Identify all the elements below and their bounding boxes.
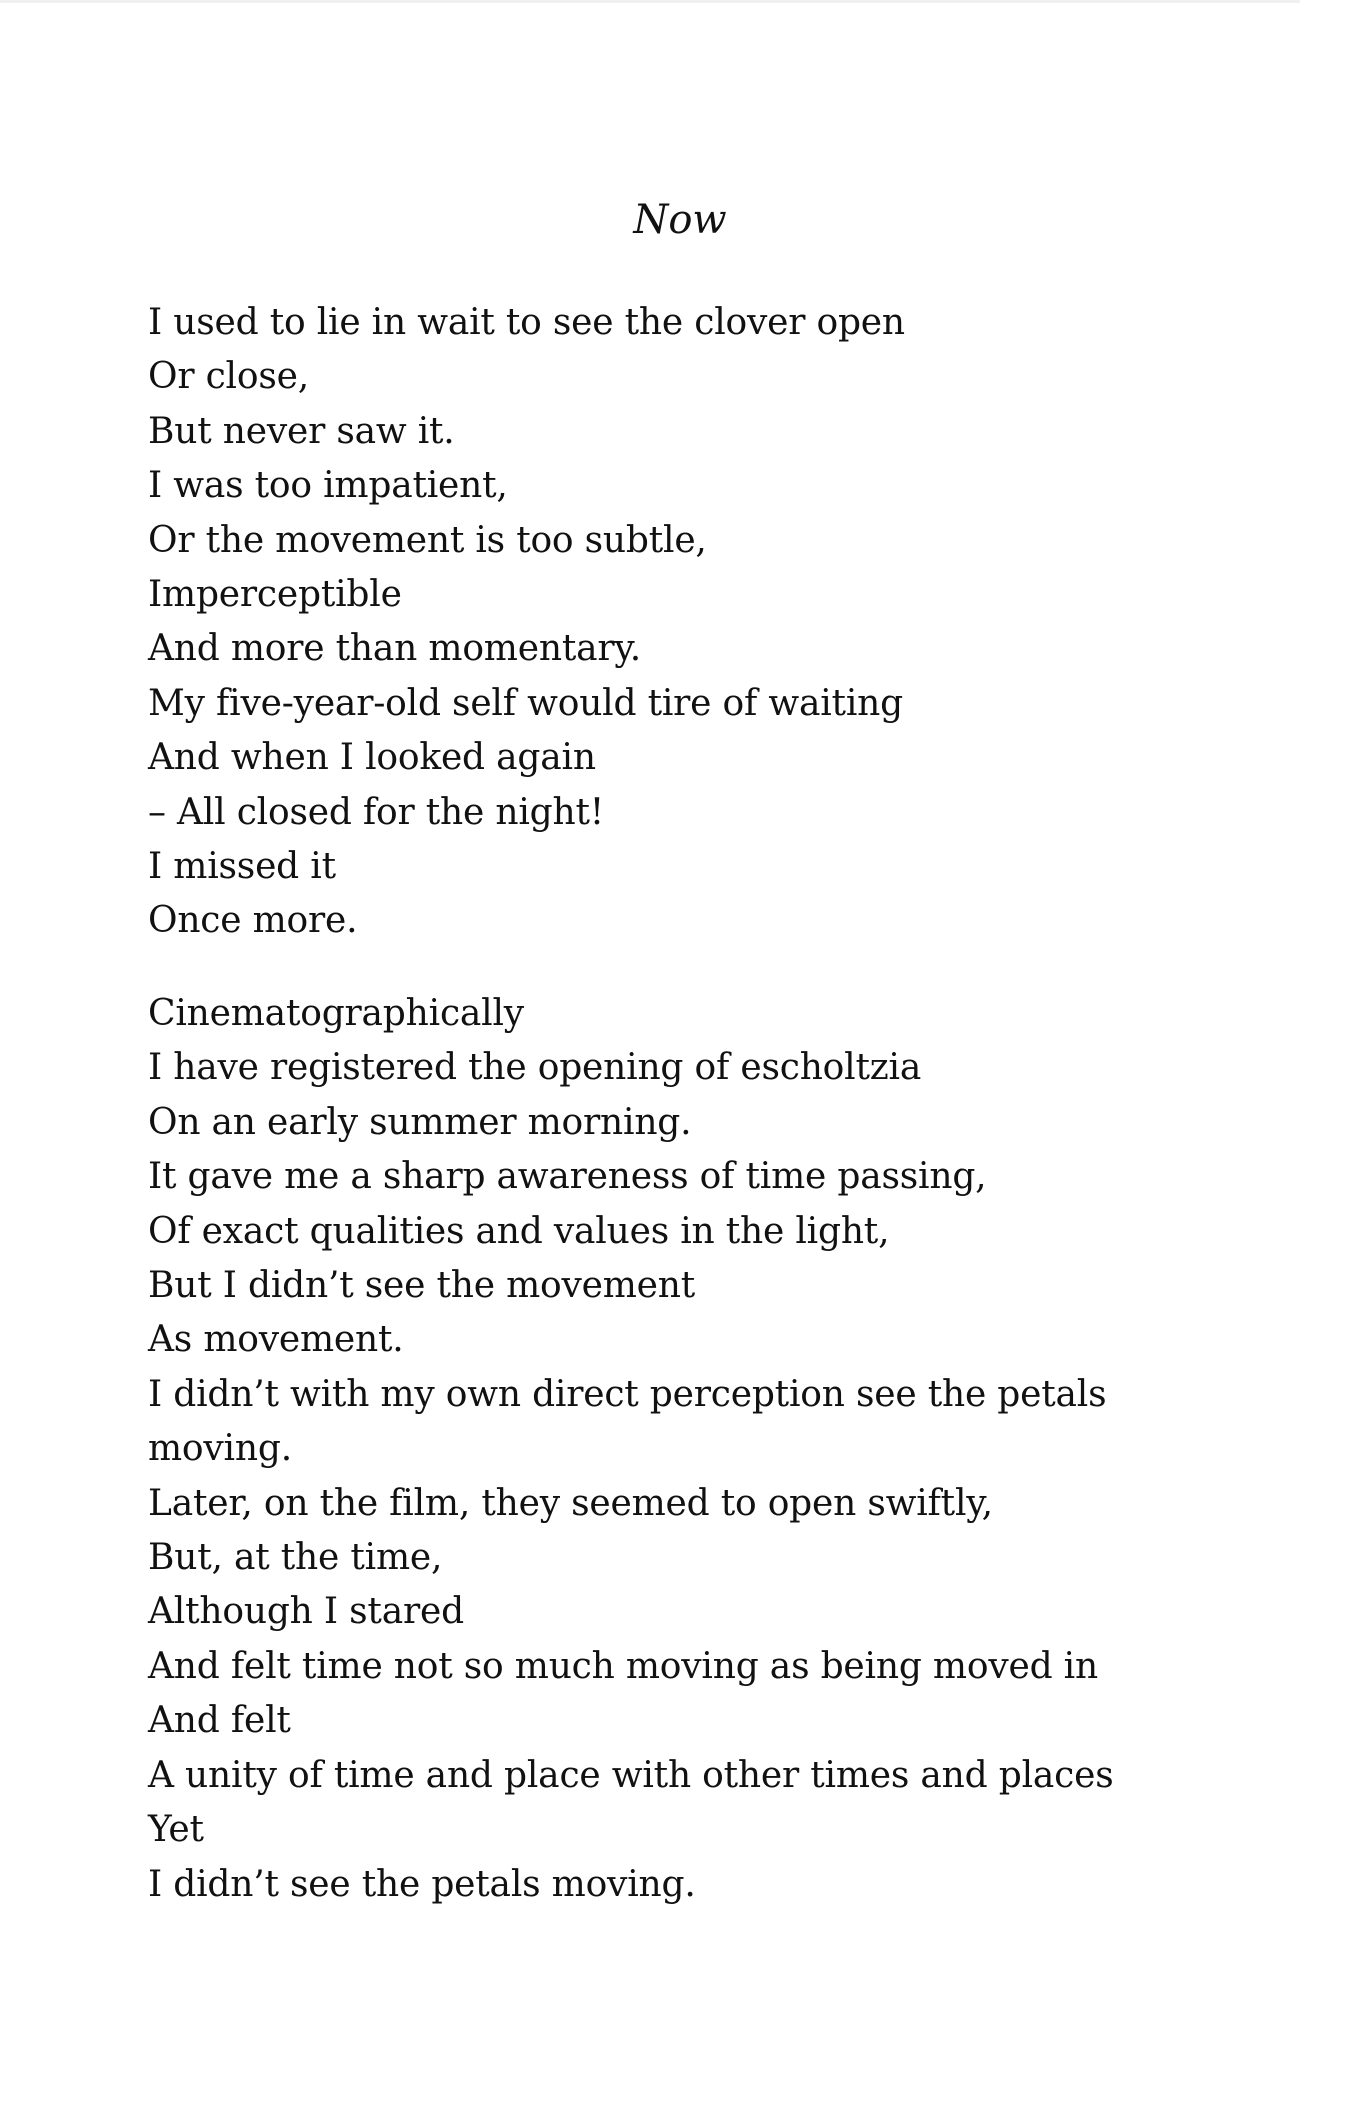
- poem-line: Although I stared: [148, 1591, 464, 1633]
- poem-line: Later, on the film, they seemed to open swiftly,: [148, 1482, 993, 1524]
- poem-line: I missed it: [148, 846, 336, 888]
- poem-line: I was too impatient,: [148, 465, 508, 507]
- poem-title: Now: [633, 197, 727, 243]
- poem-line: A unity of time and place with other times and places: [148, 1754, 1114, 1796]
- poem-line: As movement.: [148, 1319, 404, 1361]
- poem-line: Or close,: [148, 356, 309, 398]
- poem-line: Or the movement is too subtle,: [148, 519, 707, 561]
- poem-line: Cinematographically: [148, 993, 524, 1034]
- poem-line: – All closed for the night!: [148, 791, 605, 833]
- poem-line: And more than momentary.: [148, 628, 641, 670]
- poem-line: But never saw it.: [148, 410, 455, 452]
- poem-line: I didn’t see the petals moving.: [148, 1863, 696, 1905]
- poem-line: And when I looked again: [148, 737, 596, 779]
- poem-line: And felt time not so much moving as being moved in: [148, 1645, 1098, 1687]
- stanza-2: [148, 987, 1268, 1912]
- poem-line: But, at the time,: [148, 1537, 443, 1579]
- poem-line: My five-year-old self would tire of waiting: [148, 682, 903, 724]
- poem-line: Once more.: [148, 900, 358, 942]
- poem-line: On an early summer morning.: [148, 1101, 692, 1143]
- poem-line: It gave me a sharp awareness of time passing,: [148, 1156, 987, 1198]
- poem-line: I didn’t with my own direct perception see the petals: [148, 1373, 1107, 1415]
- poem-line: Yet: [148, 1809, 204, 1851]
- poem-line: Of exact qualities and values in the light,: [148, 1210, 890, 1252]
- stanza-1: [148, 296, 1268, 949]
- poem-line: moving.: [148, 1428, 292, 1470]
- poem-line: I used to lie in wait to see the clover open: [148, 302, 905, 343]
- poem-line: I have registered the opening of escholtzia: [148, 1047, 922, 1089]
- poem-line: Imperceptible: [148, 574, 402, 616]
- poem-line: But I didn’t see the movement: [148, 1265, 696, 1307]
- poem-line: And felt: [148, 1700, 291, 1742]
